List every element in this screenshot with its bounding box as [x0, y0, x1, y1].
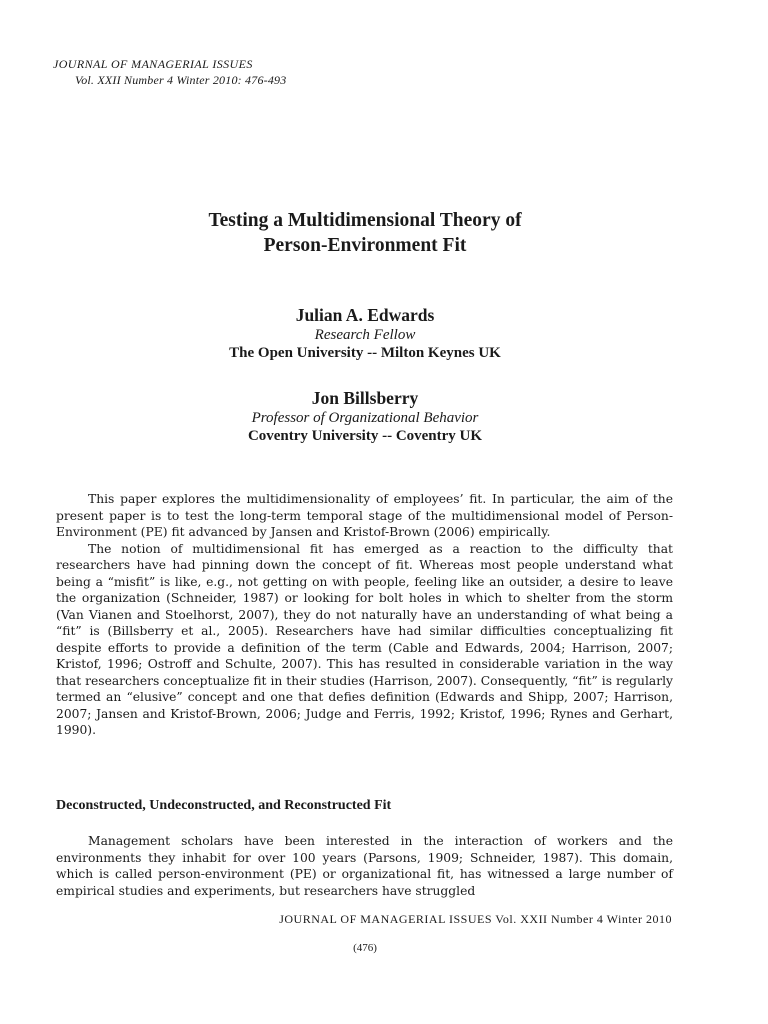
- paragraph: Management scholars have been interested in the interaction of workers and the environments they inhabit for over 100 years (Parsons, 1909; Schneider, 1987). This domain, which is called person-environment (PE) or organizational fit, has witnessed a large number of empirical studies and experiments, but researchers have struggled: [56, 834, 673, 898]
- author-role: Research Fellow: [314, 327, 416, 343]
- journal-name: JOURNAL OF MANAGERIAL ISSUES: [53, 57, 253, 71]
- author-name: Julian A. Edwards: [295, 305, 435, 325]
- author-role: Professor of Organizational Behavior: [251, 410, 479, 426]
- author-affiliation: The Open University -- Milton Keynes UK: [229, 345, 501, 361]
- paragraph: This paper explores the multidimensionality of employees’ fit. In particular, the aim of the present paper is to test the long-term temporal stage of the multidimensional model of Person-Environment (PE) fit advanced by Jansen and Kristof-Brown (2006) empirically.: [56, 492, 673, 539]
- section-heading: Deconstructed, Undeconstructed, and Reconstructed Fit: [56, 798, 392, 813]
- body-text: [56, 491, 673, 739]
- page-number: (476): [353, 942, 377, 954]
- running-footer: JOURNAL OF MANAGERIAL ISSUES Vol. XXII Number 4 Winter 2010: [279, 912, 672, 926]
- paper-title-line-2: Person-Environment Fit: [263, 235, 467, 256]
- journal-issue: Vol. XXII Number 4 Winter 2010: 476-493: [75, 73, 287, 87]
- paragraph: The notion of multidimensional fit has emerged as a reaction to the difficulty that researchers have had pinning down the concept of fit. Whereas most people understand what being a “misfit” is like, e.g., not getting on with people, feeling like an outsider, a desire to leave the organization (Schneider, 1987) or looking for bolt holes in which to shelter from the storm (Van Vianen and Stoelhorst, 2007), they do not naturally have an understanding of what being a “fit” is (Billsberry et al., 2005). Researchers have had similar difficulties conceptualizing fit despite efforts to provide a definition of the term (Cable and Edwards, 2004; Harrison, 2007; Kristof, 1996; Ostroff and Schulte, 2007). This has resulted in considerable variation in the way that researchers conceptualize fit in their studies (Harrison, 2007). Consequently, “fit” is regularly termed an “elusive” concept and one that defies definition (Edwards and Shipp, 2007; Harrison, 2007; Jansen and Kristof-Brown, 2006; Judge and Ferris, 1992; Kristof, 1996; Rynes and Gerhart, 1990).: [56, 541, 673, 737]
- author-name: Jon Billsberry: [311, 388, 419, 408]
- paper-title-line-1: Testing a Multidimensional Theory of: [208, 210, 522, 231]
- author-affiliation: Coventry University -- Coventry UK: [247, 428, 483, 444]
- body-text: [56, 833, 673, 899]
